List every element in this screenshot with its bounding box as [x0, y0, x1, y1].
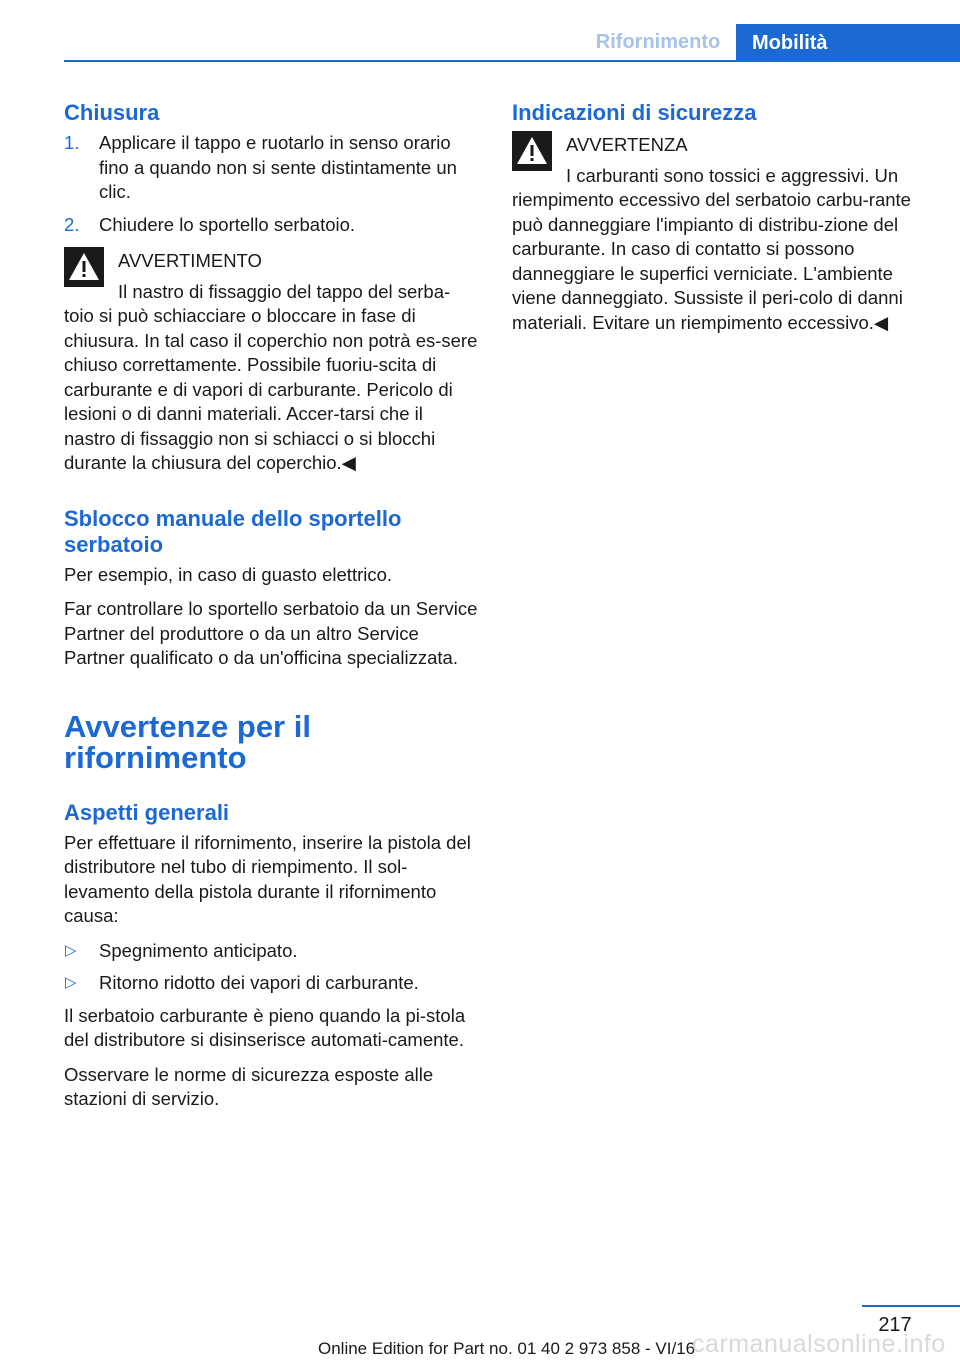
- bullet-text: Ritorno ridotto dei vapori di carburante.: [99, 972, 419, 993]
- warning-label: AVVERTIMENTO: [118, 250, 262, 271]
- step-item: [64, 213, 478, 238]
- chiusura-heading: Chiusura: [64, 100, 160, 125]
- watermark: carmanualsonline.info: [692, 1330, 946, 1358]
- edition-text: Online Edition for Part no. 01 40 2 973 858 - VI/16: [318, 1339, 696, 1358]
- avvertenze-bullets: [64, 939, 478, 996]
- aspetti-generali-heading: Aspetti generali: [64, 799, 230, 825]
- right-column: [512, 100, 926, 345]
- step-item: [64, 131, 478, 205]
- warning-icon: [512, 131, 552, 171]
- sblocco-paragraph-1: Per esempio, in caso di guasto elettrico.: [64, 563, 393, 585]
- spacer: [64, 681, 478, 711]
- step-text: Applicare il tappo e ruotarlo in senso orario fino a quando non si sente distintamente un clic.: [99, 132, 457, 202]
- sblocco-heading: Sblocco manuale dello sportello serbatoio: [64, 505, 402, 557]
- bullet-item: [64, 939, 478, 964]
- sicurezza-heading: Indicazioni di sicurezza: [512, 100, 757, 125]
- triangle-right-icon: ▷: [65, 974, 77, 991]
- warning-icon: [64, 247, 104, 287]
- header-section-tab[interactable]: Rifornimento: [595, 31, 721, 53]
- bullet-item: [64, 971, 478, 996]
- avvertenze-paragraph-2: Il serbatoio carburante è pieno quando la pi‐stola del distributore si disinserisce automati‐camente.: [64, 1004, 466, 1050]
- warning-text: Il nastro di fissaggio del tappo del serba‐toio si può schiacciare o bloccare in fase di chiusura. In tal caso il coperchio non potrà es‐sere chiuso correttamente. Possibile fuoriu‐scita di carburante e di vapori di carburante. Pericolo di lesioni o di danni materiali. Accer‐tarsi che il nastro di fissaggio non si schiacci o si blocchi durante la chiusura del coperchio.◀: [64, 280, 478, 473]
- avvertenze-heading: Avvertenze per il rifornimento: [64, 708, 311, 775]
- chiusura-steps: [64, 131, 478, 237]
- page-number: 217: [878, 1314, 912, 1336]
- avvertenze-paragraph-3: Osservare le norme di sicurezza esposte alle stazioni di servizio.: [64, 1063, 434, 1109]
- warning-label: AVVERTENZA: [566, 134, 688, 155]
- step-text: Chiudere lo sportello serbatoio.: [99, 213, 356, 235]
- step-number: 1.: [64, 132, 80, 153]
- header-rule: [64, 60, 960, 62]
- triangle-right-icon: ▷: [65, 941, 77, 959]
- header-chapter-tab[interactable]: Mobilità: [736, 24, 960, 62]
- warning-text: I carburanti sono tossici e aggressivi. Un riempimento eccessivo del serbatoio carbu‐rante può danneggiare l'impianto di distribu‐zione del carburante. In caso di contatto si possono danneggiare le superfici verniciate. L'ambiente viene danneggiato. Sussiste il peri‐colo di danni materiali. Evitare un riempimento eccessivo.◀: [512, 164, 911, 333]
- step-number: 2.: [64, 213, 80, 235]
- left-column: [64, 100, 478, 1122]
- avvertenze-paragraph-1: Per effettuare il rifornimento, inserire la pistola del distributore nel tubo di riempimento. Il sol‐levamento della pistola durante il rifornimento causa:: [64, 831, 471, 926]
- sblocco-paragraph-2: Far controllare lo sportello serbatoio da un Service Partner del produttore o da un altro Service Partner qualificato o da un'officina specializzata.: [64, 598, 478, 668]
- spacer: [64, 486, 478, 506]
- warning-box-sicurezza: [512, 131, 926, 335]
- spacer: [64, 786, 478, 800]
- footer-rule: [862, 1305, 960, 1307]
- bullet-text: Spegnimento anticipato.: [99, 939, 298, 961]
- warning-box-chiusura: [64, 247, 478, 476]
